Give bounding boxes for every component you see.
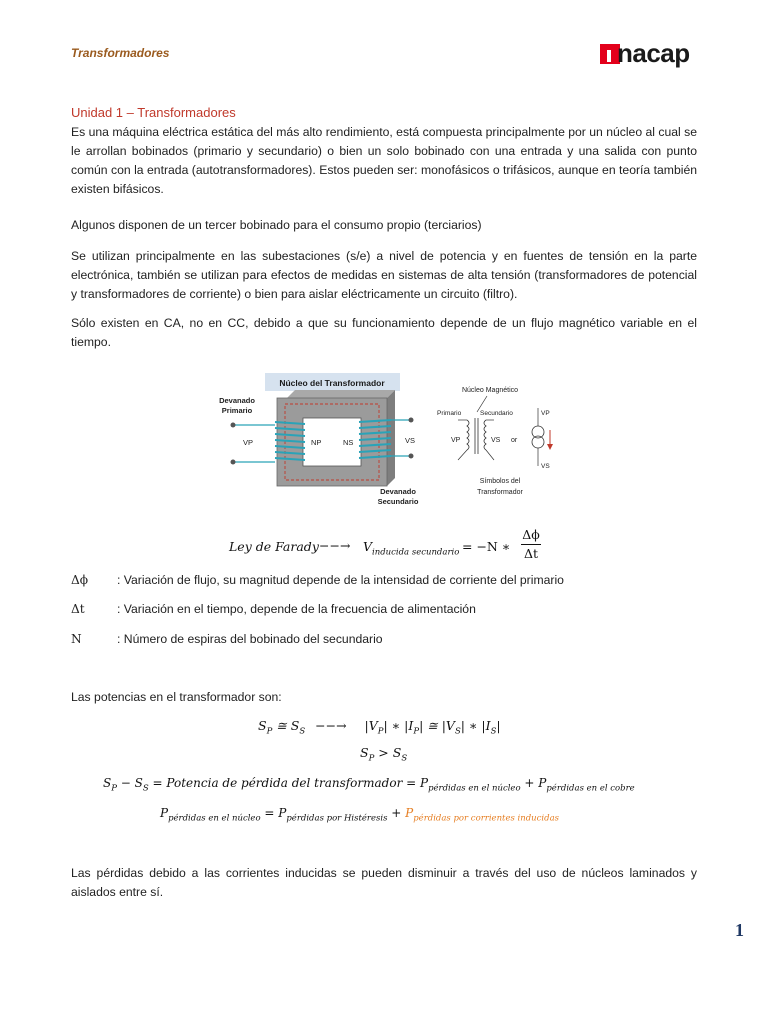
induced-voltage-symbol: V bbox=[363, 539, 373, 554]
eq2-ss-sub: S bbox=[401, 753, 408, 764]
vs-label: VS bbox=[405, 436, 416, 445]
definition-text: : Variación de flujo, su magnitud depende de la intensidad de corriente del primario bbox=[117, 573, 564, 587]
unit-title: Unidad 1 – Transformadores bbox=[71, 105, 236, 120]
eq3-sp: S bbox=[103, 776, 112, 790]
eq1-ip: | ∗ |I bbox=[383, 718, 414, 733]
eq1-vp-sub: P bbox=[377, 726, 384, 737]
eq2-ss: > S bbox=[378, 745, 402, 760]
secondary-terminal-top bbox=[409, 418, 414, 423]
paragraph-3: Se utilizan principalmente en las subestaciones (s/e) a nivel de potencia y en fuentes de tensión en la parte electrónica, también se utilizan para efectos de medidas en sistemas de alta tensión (transformadores de potencial y transformadores de corriente) o bien para aislar eléctricamente un circuito (filtro). bbox=[71, 249, 697, 301]
np-label: NP bbox=[311, 438, 322, 447]
eq1-ip-sub: P bbox=[413, 726, 420, 737]
primary-winding-label-2: Primario bbox=[221, 406, 253, 415]
definition-text: : Variación en el tiempo, depende de la frecuencia de alimentación bbox=[117, 602, 476, 616]
eq1-is-sub: S bbox=[490, 726, 497, 737]
eq1-ss: ≅ S bbox=[276, 718, 300, 733]
secondary-winding-label-1: Devanado bbox=[380, 487, 416, 496]
symbols-caption-2: Transformador bbox=[477, 489, 523, 496]
definition-text: : Número de espiras del bobinado del secundario bbox=[117, 632, 383, 646]
symbol-primary-coil bbox=[467, 420, 469, 450]
symbol-vs-label: VS bbox=[491, 437, 501, 444]
transformer-figure bbox=[205, 370, 565, 510]
power-equation-2 bbox=[360, 745, 407, 764]
eq4-peddy-sub: pérdidas por corrientes inducidas bbox=[413, 813, 560, 824]
definition-symbol: N bbox=[71, 632, 82, 646]
eq1-vp: |V bbox=[364, 718, 378, 733]
inacap-logo bbox=[600, 38, 696, 70]
eq3-ss: − S bbox=[120, 776, 143, 790]
eq3-sp-sub: P bbox=[111, 783, 117, 794]
power-equation-1 bbox=[258, 718, 501, 737]
eq3-loss-text: = Potencia de pérdida del transformador = P bbox=[152, 776, 429, 790]
eq4-physt-sub: pérdidas por Histéresis bbox=[286, 813, 388, 824]
eq4-peddy: P bbox=[405, 806, 414, 820]
core-top-face bbox=[287, 390, 395, 398]
eq1-close: | bbox=[496, 718, 501, 733]
secondary-terminal-bottom bbox=[409, 454, 414, 459]
eq4-plus: + bbox=[391, 806, 406, 820]
paragraph-1: Es una máquina eléctrica estática del más alto rendimiento, está compuesta principalmente por un núcleo al cual se le arrollan bobinados (primario y secundario) o bien un solo bobinado con una entrada y una salida con punto común con la entrada (autotransformadores). Estos pueden ser: monofásicos o trifásicos, aunque en teoría también existen bifásicos. bbox=[71, 125, 697, 196]
eq2-sp-sub: P bbox=[368, 753, 375, 764]
eq1-arrow: −−→ bbox=[315, 718, 347, 733]
eq1-is: | ∗ |I bbox=[460, 718, 491, 733]
eq3-ss-sub: S bbox=[142, 783, 149, 794]
eq1-sp-sub: P bbox=[266, 726, 273, 737]
paragraph-2: Algunos disponen de un tercer bobinado para el consumo propio (terciarios) bbox=[71, 218, 482, 232]
core-loss-equation bbox=[160, 806, 559, 823]
primary-terminal-bottom bbox=[231, 460, 236, 465]
faraday-label: Ley de Farady bbox=[229, 539, 319, 554]
symbol-vp-label: VP bbox=[451, 437, 461, 444]
power-loss-equation bbox=[103, 776, 635, 793]
eq1-sp: S bbox=[258, 718, 267, 733]
eq3-core-loss-sub: pérdidas en el núcleo bbox=[428, 783, 521, 794]
eq4-pcore: P bbox=[160, 806, 169, 820]
paragraph-4: Sólo existen en CA, no en CC, debido a que su funcionamiento depende de un flujo magnético variable en el tiempo. bbox=[71, 316, 697, 349]
primary-terminal-top bbox=[231, 423, 236, 428]
faraday-rhs: = −N ∗ bbox=[462, 539, 511, 554]
eq3-copper-loss-sub: pérdidas en el cobre bbox=[546, 783, 635, 794]
alt-vs-label: VS bbox=[541, 463, 550, 470]
vp-label: VP bbox=[243, 438, 254, 447]
definition-symbol: Δϕ bbox=[71, 573, 89, 587]
core-title: Núcleo del Transformador bbox=[279, 378, 385, 388]
faraday-numerator: Δϕ bbox=[522, 527, 540, 542]
faraday-equation bbox=[229, 527, 559, 563]
symbols-caption-1: Símbolos del bbox=[479, 478, 521, 485]
eq1-vs-sub: S bbox=[454, 726, 461, 737]
secondary-winding-label-2: Secundario bbox=[377, 497, 419, 506]
alt-vp-label: VP bbox=[541, 410, 550, 417]
eq1-ss-sub: S bbox=[299, 726, 306, 737]
eq2-sp: S bbox=[360, 745, 369, 760]
secundario-label: Secundario bbox=[480, 410, 513, 417]
eq3-copper: + P bbox=[524, 776, 547, 790]
ns-label: NS bbox=[343, 438, 354, 447]
induced-voltage-subscript: inducida secundario bbox=[372, 547, 460, 558]
logo-text: nacap bbox=[617, 38, 690, 68]
primary-winding-label-1: Devanado bbox=[219, 396, 255, 405]
symbol-secondary-coil bbox=[484, 420, 486, 450]
page-number: 1 bbox=[735, 920, 744, 940]
header-title: Transformadores bbox=[71, 46, 170, 60]
definition-symbol: Δt bbox=[71, 602, 85, 616]
powers-intro: Las potencias en el transformador son: bbox=[71, 690, 282, 704]
or-label: or bbox=[511, 437, 518, 444]
closing-paragraph: Las pérdidas debido a las corrientes inducidas se pueden disminuir a través del uso de núcleos laminados y aislados entre sí. bbox=[71, 866, 697, 899]
primario-label: Primario bbox=[437, 410, 462, 417]
eq1-vs: | ≅ |V bbox=[419, 718, 455, 733]
magnetic-core-label: Núcleo Magnético bbox=[461, 387, 519, 394]
eq4-physt: = P bbox=[264, 806, 287, 820]
eq4-pcore-sub: pérdidas en el núcleo bbox=[168, 813, 261, 824]
faraday-arrow: −−→ bbox=[319, 538, 351, 553]
faraday-denominator: Δt bbox=[523, 546, 539, 561]
